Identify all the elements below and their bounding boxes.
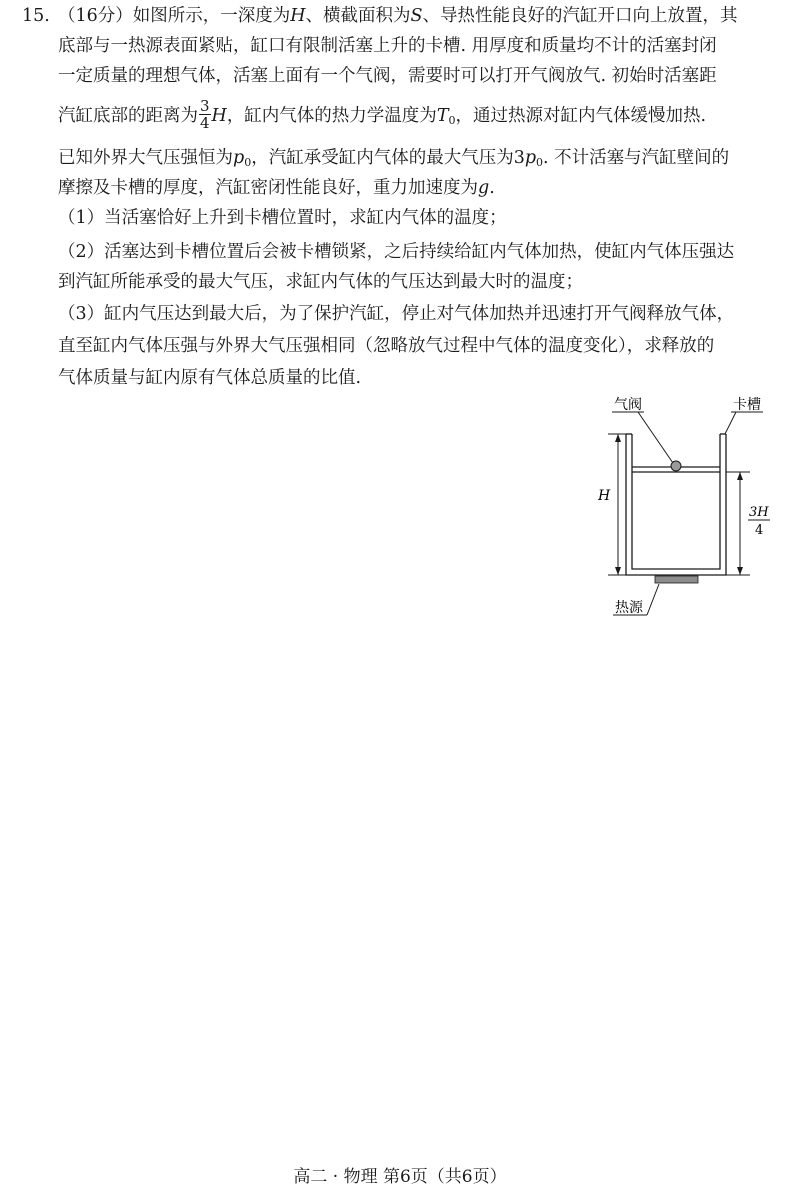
subquestion-1: （1）当活塞恰好上升到卡槽位置时，求缸内气体的温度； <box>58 208 507 228</box>
cylinder-diagram <box>585 388 780 618</box>
cylinder-inner-wall <box>632 434 720 569</box>
three-quarter-label-numerator: 3H <box>749 505 769 520</box>
slot-leader-line <box>725 412 736 434</box>
page-footer: 高二 · 物理 第6页（共6页） <box>293 1167 507 1187</box>
slot-label: 卡槽 <box>733 397 761 413</box>
heat-source-label: 热源 <box>615 600 643 616</box>
h-label: H <box>598 488 611 504</box>
question-line-3: 一定质量的理想气体，活塞上面有一个气阀，需要时可以打开气阀放气. 初始时活塞距 <box>58 66 717 86</box>
fraction-3-4: $\frac{3}{4}$ <box>200 97 210 132</box>
three-quarter-label-denominator: 4 <box>755 523 764 538</box>
cylinder-outer-wall <box>626 434 726 575</box>
h-dim-arrow-bottom <box>615 567 621 575</box>
question-line-4: 汽缸底部的距离为 $\frac{3}{4}$ H，缸内气体的热力学温度为$T_0$，通过热源对缸内气体缓慢加热. <box>58 97 707 132</box>
question-line-5: 已知外界大气压强恒为$p_0$，汽缸承受缸内气体的最大气压为$3p_0$. 不计活塞与汽缸壁间的 <box>58 148 730 169</box>
subquestion-3-line-1: （3）缸内气压达到最大后，为了保护汽缸，停止对气体加热并迅速打开气阀释放气体， <box>58 304 735 324</box>
three-quarter-dim-arrow-bottom <box>737 567 743 575</box>
subquestion-3-line-3: 气体质量与缸内原有气体总质量的比值. <box>58 368 362 388</box>
subquestion-2-line-1: （2）活塞达到卡槽位置后会被卡槽锁紧，之后持续给缸内气体加热，使缸内气体压强达 <box>58 242 735 262</box>
subquestion-3-line-2: 直至缸内气体压强与外界大气压强相同（忽略放气过程中气体的温度变化），求释放的 <box>58 336 715 356</box>
valve-label: 气阀 <box>614 397 642 413</box>
valve-ball <box>671 461 681 471</box>
question-line-2: 底部与一热源表面紧贴，缸口有限制活塞上升的卡槽. 用厚度和质量均不计的活塞封闭 <box>58 36 717 56</box>
heat-leader-line <box>647 584 659 615</box>
subquestion-2-line-2: 到汽缸所能承受的最大气压，求缸内气体的气压达到最大时的温度； <box>58 272 583 292</box>
question-line-1: （16分）如图所示，一深度为H、横截面积为S、导热性能良好的汽缸开口向上放置，其 <box>58 6 738 26</box>
three-quarter-dim-arrow-top <box>737 472 743 480</box>
question-number: 15. <box>22 6 50 26</box>
valve-leader-line <box>638 412 675 466</box>
question-line-6: 摩擦及卡槽的厚度，汽缸密闭性能良好，重力加速度为g. <box>58 178 495 198</box>
h-dim-arrow-top <box>615 434 621 442</box>
heat-source-block <box>655 576 698 583</box>
